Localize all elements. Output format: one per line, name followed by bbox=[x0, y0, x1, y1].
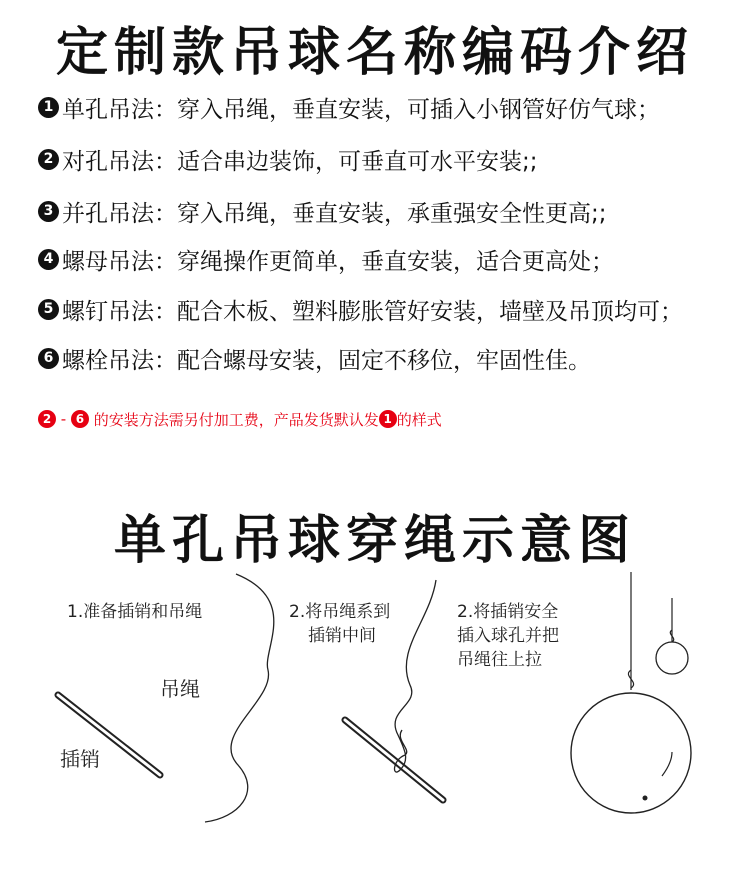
method-item-2 bbox=[38, 141, 538, 177]
method-text: 单孔吊法：穿入吊绳，垂直安装，可插入小钢管好仿气球； bbox=[62, 96, 660, 123]
method-item-1 bbox=[38, 89, 660, 125]
method-item-4 bbox=[38, 241, 614, 277]
rope-label: 吊绳 bbox=[160, 677, 200, 701]
method-text: 螺钉吊法：配合木板、塑料膨胀管好安装，墙壁及吊顶均可； bbox=[62, 298, 683, 325]
small-ball-illustration bbox=[656, 598, 688, 674]
extra-fee-note bbox=[38, 406, 442, 432]
note-text-end: 的样式 bbox=[396, 410, 442, 429]
method-item-3 bbox=[38, 193, 607, 229]
method-text: 并孔吊法：穿入吊绳，垂直安装，承重强安全性更高;; bbox=[62, 200, 607, 227]
section-title: 单孔吊球穿绳示意图 bbox=[113, 511, 636, 571]
page-title: 定制款吊球名称编码介绍 bbox=[55, 23, 694, 83]
step-2-label-line1: 2.将吊绳系到 bbox=[289, 602, 391, 622]
method-text: 螺栓吊法：配合螺母安装，固定不移位，牢固性佳。 bbox=[62, 347, 591, 374]
method-item-5 bbox=[38, 291, 683, 327]
number-badge: 6 bbox=[71, 410, 89, 428]
rope-illustration bbox=[205, 574, 274, 822]
number-badge: 3 bbox=[38, 201, 59, 222]
number-badge: 2 bbox=[38, 410, 56, 428]
step-2-label-line2: 插销中间 bbox=[308, 626, 376, 646]
step-3-label-line3: 吊绳往上拉 bbox=[457, 650, 542, 670]
number-badge: 4 bbox=[38, 249, 59, 270]
step-1-label: 1.准备插销和吊绳 bbox=[67, 602, 203, 622]
number-badge: 2 bbox=[38, 149, 59, 170]
method-text: 对孔吊法：适合串边装饰，可垂直可水平安装;; bbox=[62, 148, 538, 175]
method-text: 螺母吊法：穿绳操作更简单，垂直安装，适合更高处； bbox=[62, 248, 614, 275]
note-text: 的安装方法需另付加工费，产品发货默认发 bbox=[88, 410, 379, 429]
note-dash: - bbox=[56, 410, 71, 428]
method-item-6 bbox=[38, 340, 591, 376]
number-badge: 1 bbox=[38, 97, 59, 118]
step-3-label-line1: 2.将插销安全 bbox=[457, 602, 559, 622]
number-badge: 1 bbox=[379, 410, 397, 428]
number-badge: 6 bbox=[38, 348, 59, 369]
pin-label: 插销 bbox=[60, 747, 100, 771]
step-3-label-line2: 插入球孔并把 bbox=[457, 626, 559, 646]
number-badge: 5 bbox=[38, 299, 59, 320]
large-ball-illustration bbox=[571, 572, 691, 813]
